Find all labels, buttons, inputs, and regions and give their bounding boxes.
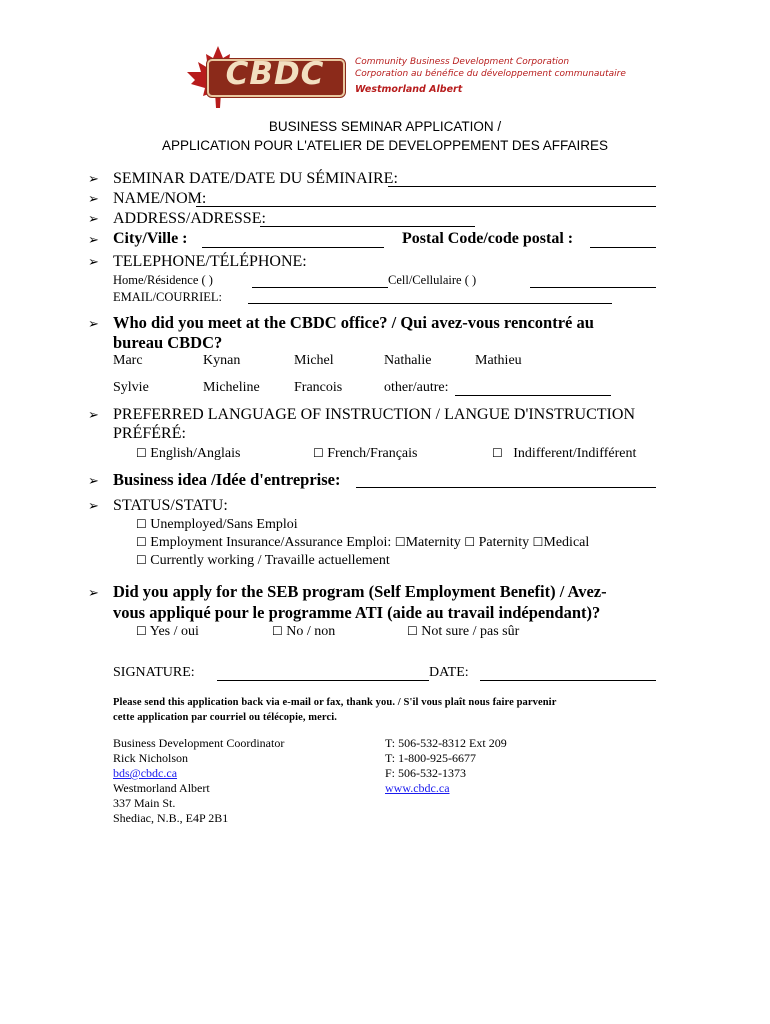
contact-name: Rick Nicholson [113, 751, 188, 765]
checkbox-icon[interactable]: ☐ [532, 535, 544, 549]
contact-phone: T: 506-532-8312 Ext 209 [385, 736, 507, 750]
checkbox-icon[interactable]: ☐ [136, 517, 147, 531]
contact-email-link[interactable]: bds@cbdc.ca [113, 766, 178, 780]
date-label: DATE: [429, 665, 469, 680]
status-ei-label: Employment Insurance/Assurance Emploi: [150, 535, 392, 550]
status-label: STATUS/STATU: [113, 497, 228, 514]
contact-tollfree: T: 1-800-925-6677 [385, 751, 477, 765]
arrow-bullet-icon: ➢ [88, 172, 99, 187]
status-unemployed-option[interactable] [136, 517, 298, 533]
email-label: EMAIL/COURRIEL: [113, 290, 223, 304]
language-french-option[interactable] [313, 446, 417, 462]
arrow-bullet-icon: ➢ [88, 192, 99, 207]
status-working-label: Currently working / Travaille actuellement [150, 553, 390, 568]
staff-michel[interactable]: Michel [294, 353, 334, 368]
seb-yes-label: Yes / oui [149, 624, 199, 639]
postal-label: Postal Code/code postal : [402, 230, 574, 247]
logo-line2: Corporation au bénéfice du développement communautaire [355, 69, 626, 79]
contact-right [385, 736, 507, 796]
telephone-label: TELEPHONE/TÉLÉPHONE: [113, 253, 307, 270]
checkbox-icon[interactable]: ☐ [136, 535, 147, 549]
contact-street: 337 Main St. [113, 796, 176, 810]
logo-line1: Community Business Development Corporation [355, 57, 570, 67]
staff-other-label: other/autre: [384, 380, 449, 395]
seb-yes-option[interactable] [136, 624, 199, 640]
staff-sylvie[interactable]: Sylvie [113, 380, 149, 395]
city-field[interactable] [202, 247, 384, 248]
contact-website-link[interactable]: www.cbdc.ca [385, 781, 450, 795]
home-phone-field[interactable] [252, 287, 388, 288]
staff-micheline[interactable]: Micheline [203, 380, 260, 395]
contact-office: Westmorland Albert [113, 781, 210, 795]
seb-notsure-option[interactable] [407, 624, 519, 640]
checkbox-icon[interactable]: ☐ [394, 535, 406, 549]
status-maternity-label: Maternity [405, 535, 461, 550]
checkbox-icon[interactable]: ☐ [407, 624, 418, 638]
language-english-option[interactable] [136, 446, 241, 462]
seb-question-line2: vous appliqué pour le programme ATI (aide au travail indépendant)? [113, 603, 601, 622]
checkbox-icon[interactable]: ☐ [464, 535, 476, 549]
contact-city: Shediac, N.B., E4P 2B1 [113, 811, 229, 825]
logo-line3: Westmorland Albert [355, 84, 463, 95]
seb-no-label: No / non [286, 624, 336, 639]
business-idea-field[interactable] [356, 487, 656, 488]
contact-left [113, 736, 284, 826]
status-unemployed-label: Unemployed/Sans Emploi [150, 517, 298, 532]
email-field[interactable] [248, 303, 612, 304]
title-line2: APPLICATION POUR L'ATELIER DE DEVELOPPEMENT DES AFFAIRES [162, 138, 608, 153]
arrow-bullet-icon: ➢ [88, 255, 99, 270]
seminar-date-label: SEMINAR DATE/DATE DU SÉMINAIRE: [113, 170, 398, 187]
address-label: ADDRESS/ADRESSE: [113, 210, 266, 227]
staff-nathalie[interactable]: Nathalie [384, 353, 432, 368]
cell-phone-field[interactable] [530, 287, 656, 288]
cell-label: Cell/Cellulaire ( ) [388, 273, 477, 287]
arrow-bullet-icon: ➢ [88, 474, 99, 489]
staff-marc[interactable]: Marc [113, 353, 143, 368]
city-label: City/Ville : [113, 230, 188, 247]
notice-line1: Please send this application back via e-mail or fax, thank you. / S'il vous plaît nous faire parvenir [113, 697, 557, 708]
arrow-bullet-icon: ➢ [88, 317, 99, 332]
postal-field[interactable] [590, 247, 656, 248]
status-ei-option[interactable] [136, 535, 589, 551]
seb-no-option[interactable] [272, 624, 335, 640]
business-idea-label: Business idea /Idée d'entreprise: [113, 470, 341, 489]
name-field[interactable] [196, 206, 656, 207]
arrow-bullet-icon: ➢ [88, 408, 99, 423]
staff-francois[interactable]: Francois [294, 380, 343, 395]
signature-field[interactable] [217, 680, 429, 681]
language-french-label: French/Français [327, 446, 418, 461]
checkbox-icon[interactable]: ☐ [313, 446, 324, 460]
name-label: NAME/NOM: [113, 190, 207, 207]
seb-notsure-label: Not sure / pas sûr [421, 624, 520, 639]
logo-acronym: CBDC [225, 56, 325, 92]
met-question-line2: bureau CBDC? [113, 333, 223, 352]
notice-line2: cette application par courriel ou télécopie, merci. [113, 712, 337, 723]
address-field[interactable] [260, 226, 475, 227]
contact-fax: F: 506-532-1373 [385, 766, 466, 780]
checkbox-icon[interactable]: ☐ [136, 624, 147, 638]
title-line1: BUSINESS SEMINAR APPLICATION / [268, 119, 502, 134]
seminar-date-field[interactable] [388, 186, 656, 187]
checkbox-icon[interactable]: ☐ [136, 446, 147, 460]
checkbox-icon[interactable]: ☐ [492, 446, 503, 460]
language-label-line2: PRÉFÉRÉ: [113, 425, 186, 442]
arrow-bullet-icon: ➢ [88, 499, 99, 514]
arrow-bullet-icon: ➢ [88, 233, 99, 248]
checkbox-icon[interactable]: ☐ [136, 553, 147, 567]
checkbox-icon[interactable]: ☐ [272, 624, 283, 638]
met-question-line1: Who did you meet at the CBDC office? / Qui avez-vous rencontré au [113, 313, 594, 332]
arrow-bullet-icon: ➢ [88, 212, 99, 227]
language-english-label: English/Anglais [150, 446, 241, 461]
language-indifferent-option[interactable] [492, 446, 636, 462]
staff-mathieu[interactable]: Mathieu [475, 353, 522, 368]
status-working-option[interactable] [136, 553, 390, 569]
language-label-line1: PREFERRED LANGUAGE OF INSTRUCTION / LANGUE D'INSTRUCTION [113, 406, 635, 423]
language-indifferent-label: Indifferent/Indifférent [513, 446, 637, 461]
staff-other-field[interactable] [455, 395, 611, 396]
date-field[interactable] [480, 680, 656, 681]
contact-role: Business Development Coordinator [113, 736, 285, 750]
home-label: Home/Résidence ( ) [113, 273, 213, 287]
status-paternity-label: Paternity [478, 535, 530, 550]
arrow-bullet-icon: ➢ [88, 586, 99, 601]
seb-question-line1: Did you apply for the SEB program (Self Employment Benefit) / Avez- [113, 582, 607, 601]
signature-label: SIGNATURE: [113, 665, 195, 680]
cbdc-logo [183, 44, 626, 110]
staff-kynan[interactable]: Kynan [203, 353, 241, 368]
status-medical-label: Medical [543, 535, 590, 550]
